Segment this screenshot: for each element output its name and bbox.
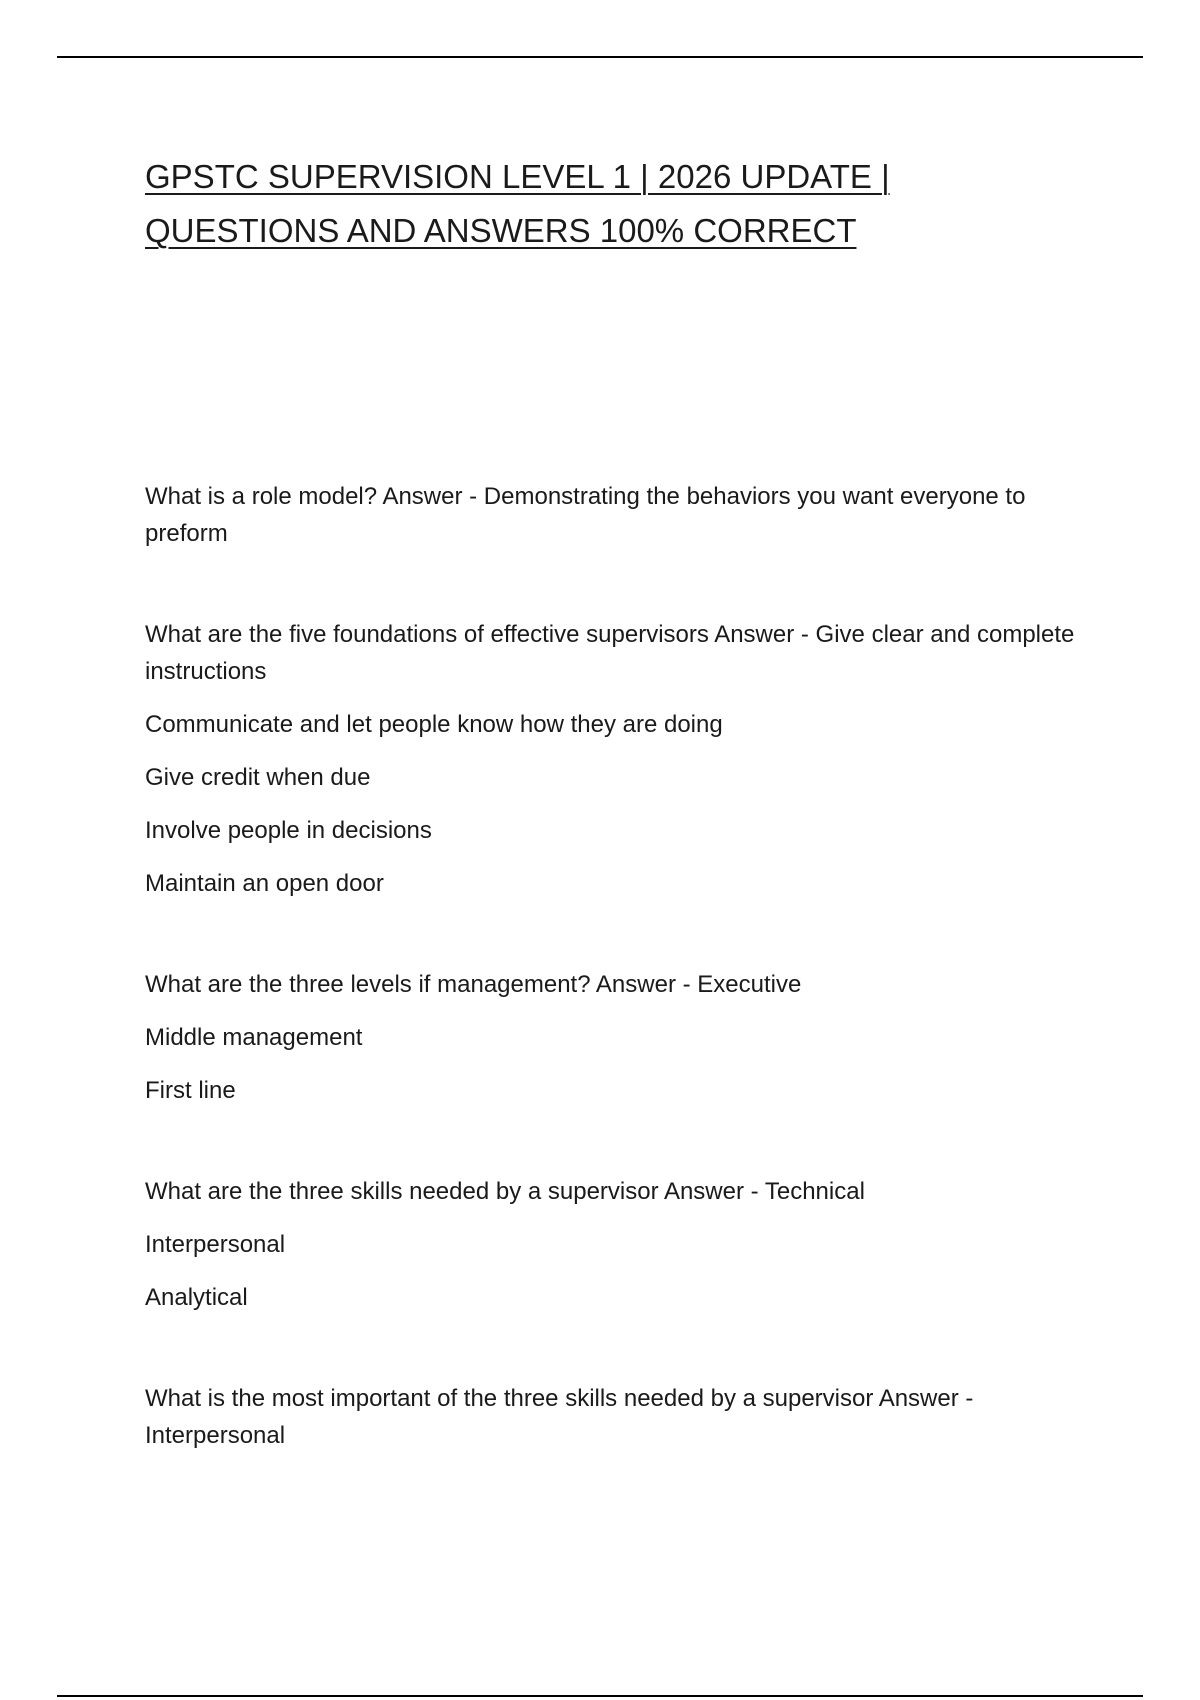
- qa-answer-item: Communicate and let people know how they are doing: [145, 711, 723, 738]
- top-rule: [57, 56, 1143, 58]
- title-line-1: GPSTC SUPERVISION LEVEL 1 | 2026 UPDATE |: [145, 158, 890, 195]
- qa-answer-item: Middle management: [145, 1024, 363, 1051]
- document-body: [145, 150, 1075, 1449]
- qa-question-text: What is the most important of the three skills needed by a supervisor Answer - Interpersonal: [145, 1385, 974, 1449]
- qa-answer-item: Involve people in decisions: [145, 817, 432, 844]
- bottom-rule: [57, 1695, 1143, 1697]
- qa-block-role-model: [145, 478, 1075, 552]
- qa-block-levels-of-management: [145, 966, 1075, 1109]
- qa-answer-item: First line: [145, 1077, 236, 1104]
- qa-block-five-foundations: [145, 616, 1075, 902]
- qa-list: [145, 478, 1075, 1518]
- qa-question-text: What are the three levels if management? Answer - Executive: [145, 971, 802, 998]
- document-title: [145, 150, 1075, 258]
- qa-answer-item: Interpersonal: [145, 1231, 286, 1258]
- qa-question-text: What are the three skills needed by a supervisor Answer - Technical: [145, 1178, 865, 1205]
- qa-answer-item: Analytical: [145, 1284, 248, 1311]
- title-line-2: QUESTIONS AND ANSWERS 100% CORRECT: [145, 212, 857, 249]
- qa-question-text: What are the five foundations of effective supervisors Answer - Give clear and complete instructions: [145, 621, 1075, 685]
- qa-answer-item: Maintain an open door: [145, 870, 384, 897]
- qa-block-three-skills: [145, 1173, 1075, 1316]
- qa-block-most-important-skill: [145, 1380, 1075, 1454]
- qa-answer-item: Give credit when due: [145, 764, 371, 791]
- qa-question-text: What is a role model? Answer - Demonstrating the behaviors you want everyone to preform: [145, 483, 1026, 547]
